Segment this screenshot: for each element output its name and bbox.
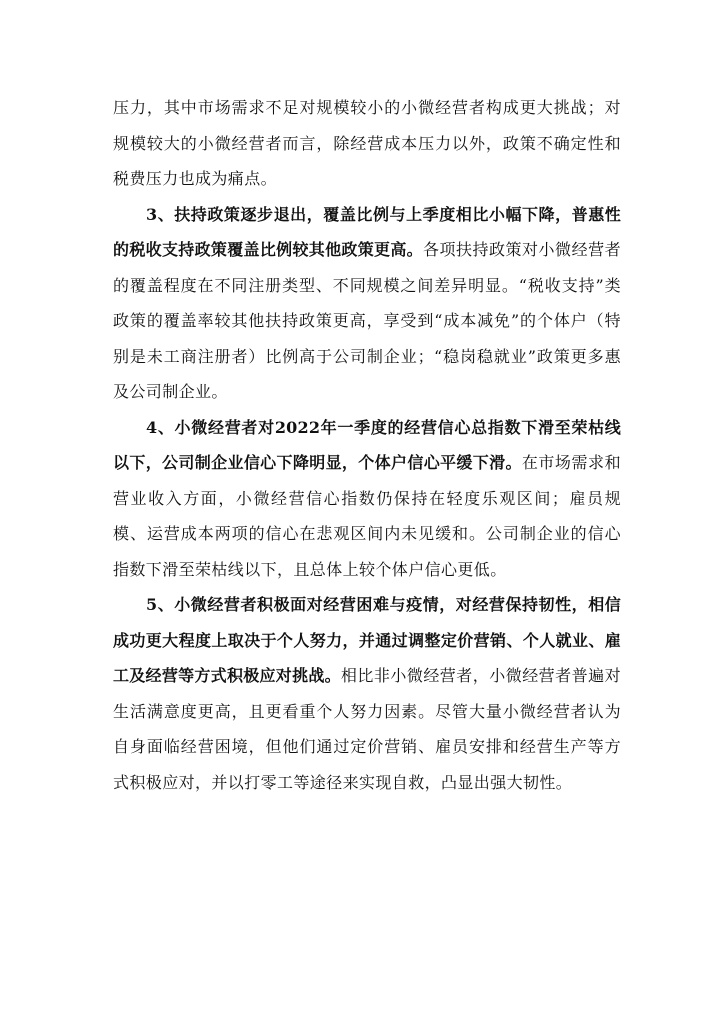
paragraph-policy-coverage <box>113 197 621 410</box>
paragraph-heading: 5、小微经营者积极面对经营困难与疫情，对经营保持韧性，相信成功更大程度上取决于个人努力，并通过调整定价营销、个人就业、雇工及经营等方式积极应对挑战。 <box>113 595 621 685</box>
paragraph-text: 在市场需求和营业收入方面，小微经营信心指数仍保持在轻度乐观区间；雇员规模、运营成本两项的信心在悲观区间内未见缓和。公司制企业的信心指数下滑至荣枯线以下，且总体上较个体户信心更低。 <box>113 453 621 579</box>
paragraph-text: 相比非小微经营者，小微经营者普遍对生活满意度更高，且更看重个人努力因素。尽管大量小微经营者认为自身面临经营困境，但他们通过定价营销、雇员安排和经营生产等方式积极应对，并以打零工等途径来实现自救，凸显出强大韧性。 <box>113 666 621 792</box>
document-page <box>113 90 621 800</box>
paragraph-resilience <box>113 587 621 800</box>
paragraph-text: 压力，其中市场需求不足对规模较小的小微经营者构成更大挑战；对规模较大的小微经营者而言，除经营成本压力以外，政策不确定性和税费压力也成为痛点。 <box>113 98 621 188</box>
paragraph-confidence-index <box>113 410 621 588</box>
paragraph-heading: 4、小微经营者对2022年一季度的经营信心总指数下滑至荣枯线以下，公司制企业信心下降明显，个体户信心平缓下滑。 <box>113 417 621 472</box>
paragraph-text: 各项扶持政策对小微经营者的覆盖程度在不同注册类型、不同规模之间差异明显。“税收支持”类政策的覆盖率较其他扶持政策更高，享受到“成本减免”的个体户（特别是未工商注册者）比例高于公司制企业；“稳岗稳就业”政策更多惠及公司制企业。 <box>113 240 621 401</box>
paragraph-heading: 3、扶持政策逐步退出，覆盖比例与上季度相比小幅下降，普惠性的税收支持政策覆盖比例较其他政策更高。 <box>113 204 621 259</box>
paragraph-continued <box>113 90 621 197</box>
